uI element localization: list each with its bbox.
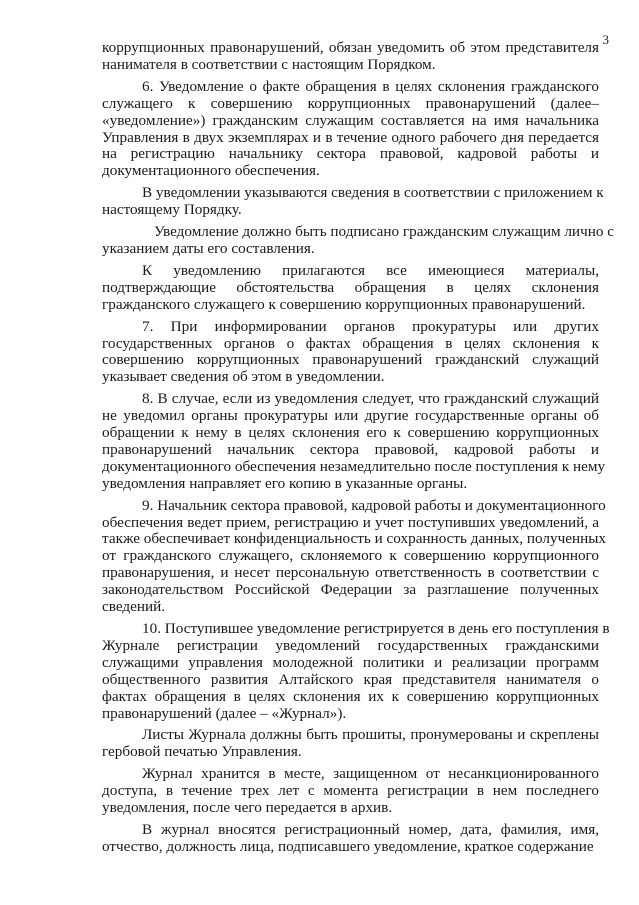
text-line: указанием даты его составления. — [102, 239, 315, 257]
paragraph — [102, 263, 599, 314]
text-line: Журнале регистрации уведомлений государственных гражданскими — [102, 636, 599, 654]
text-line: 8. В случае, если из уведомления следует, что гражданский служащий — [142, 390, 599, 408]
text-line: не уведомил органы прокуратуры или другие государственные органы об — [102, 407, 599, 425]
text-line: государственных органов о фактах обращения в целях склонения к — [102, 334, 599, 352]
text-line: обращении к нему в целях склонения его к совершению коррупционных — [102, 424, 599, 442]
text-line: гражданского служащего к совершению коррупционных правонарушений. — [102, 295, 586, 313]
text-line: сведений. — [102, 598, 166, 616]
text-line: В журнал вносятся регистрационный номер, дата, фамилия, имя, — [142, 820, 599, 838]
text-line: гербовой печатью Управления. — [102, 743, 302, 761]
text-line: «уведомление») гражданским служащим составляется на имя начальника — [102, 111, 599, 129]
text-line: В уведомлении указываются сведения в соответствии с приложением к — [142, 184, 604, 202]
text-line: подтверждающие обстоятельства обращения в целях склонения — [102, 278, 599, 296]
text-line: Листы Журнала должны быть прошиты, пронумерованы и скреплены — [142, 726, 599, 744]
text-line: правонарушения, и несет персональную ответственность в соответствии с — [102, 564, 599, 582]
text-line: коррупционных правонарушений, обязан уведомить об этом представителя — [102, 39, 599, 56]
paragraph — [102, 496, 607, 616]
text-line: 10. Поступившее уведомление регистрируется в день его поступления в — [142, 620, 610, 637]
text-line: настоящему Порядку. — [102, 201, 242, 219]
paragraph — [102, 390, 606, 492]
text-line: 6. Уведомление о факте обращения в целях склонения гражданского — [142, 77, 599, 95]
paragraph — [102, 40, 599, 74]
page-number: 3 — [602, 32, 609, 47]
text-line: Управления в двух экземплярах и в течение одного рабочего дня передается — [102, 128, 599, 146]
text-line: от гражданского служащего, склоняемого к совершению коррупционного — [102, 547, 599, 565]
text-line: Уведомление должно быть подписано гражданским служащим лично с — [154, 223, 614, 241]
paragraph — [102, 319, 599, 387]
text-line: указывает сведения об этом в уведомлении. — [102, 368, 385, 386]
text-line: также обеспечивает конфиденциальность и сохранность данных, полученных — [102, 530, 607, 548]
text-line: 7. При информировании органов прокуратуры или других — [142, 317, 599, 335]
paragraph — [102, 223, 614, 258]
text-line: отчество, должность лица, подписавшего уведомление, краткое содержание — [102, 837, 594, 855]
text-line: обеспечения ведет прием, регистрацию и учет поступивших уведомлений, а — [102, 513, 599, 531]
paragraph — [102, 727, 599, 761]
text-line: совершению коррупционных правонарушений гражданский служащий — [102, 351, 599, 369]
text-line: правонарушений (далее – «Журнал»). — [102, 704, 347, 722]
document-body — [102, 39, 614, 861]
text-line: документационного обеспечения. — [102, 162, 320, 180]
text-line: законодательством Российской Федерации за разглашение полученных — [102, 581, 599, 599]
text-line: общественного развития Алтайского края представителя нанимателя о — [102, 670, 599, 688]
text-line: К уведомлению прилагаются все имеющиеся материалы, — [142, 261, 599, 279]
text-line: правонарушений начальник сектора правовой, кадровой работы и — [102, 440, 599, 458]
text-line: на регистрацию начальнику сектора правовой, кадровой работы и — [102, 145, 599, 163]
paragraph — [102, 620, 610, 722]
text-line: служащими управления молодежной политики и реализации программ — [102, 653, 599, 671]
paragraph — [102, 184, 604, 219]
text-line: нанимателя в соответствии с настоящим Порядком. — [102, 55, 436, 73]
text-line: уведомления направляет его копию в указанные органы. — [102, 474, 468, 492]
text-line: фактах обращения в целях склонения их к совершению коррупционных — [102, 687, 599, 705]
text-line: 9. Начальник сектора правовой, кадровой работы и документационного — [142, 496, 606, 514]
text-line: Журнал хранится в месте, защищенном от несанкционированного — [142, 765, 599, 783]
text-line: служащего к совершению коррупционных правонарушений (далее– — [102, 94, 599, 112]
text-line: документационного обеспечения незамедлительно после поступления к нему — [102, 457, 606, 475]
paragraph — [102, 822, 599, 856]
paragraph — [102, 766, 599, 817]
text-line: доступа, в течение трех лет с момента регистрации в нем последнего — [102, 782, 599, 800]
text-line: уведомления, после чего передается в архив. — [102, 799, 393, 817]
paragraph — [102, 79, 599, 180]
